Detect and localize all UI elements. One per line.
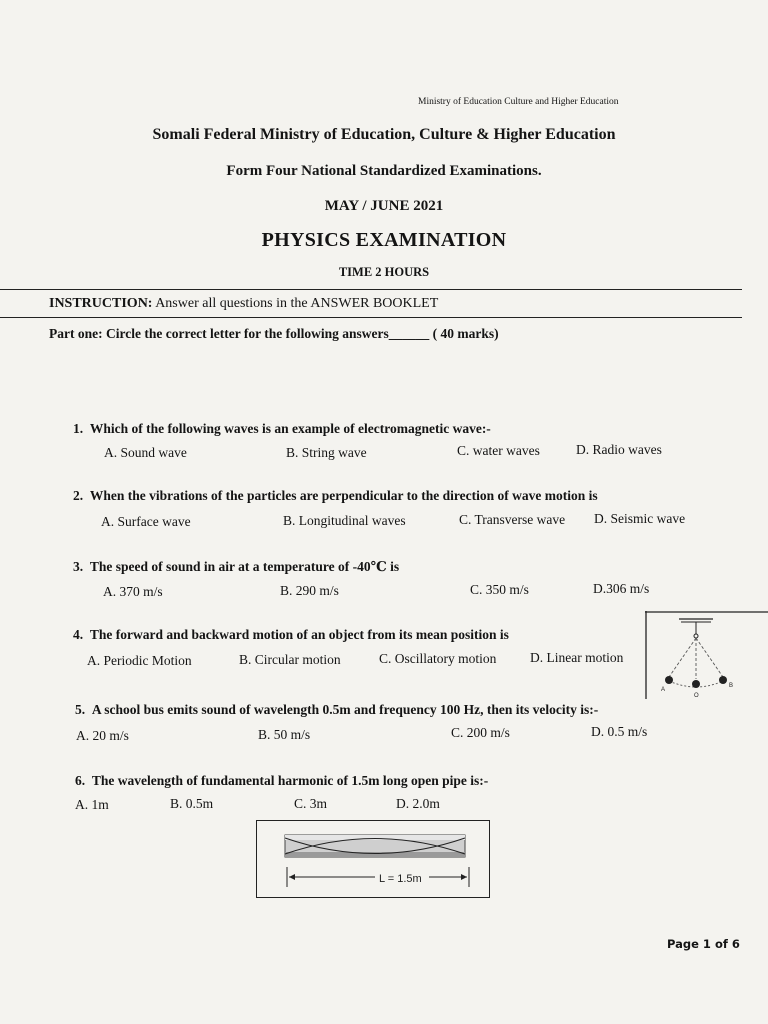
instruction [49,296,438,312]
q5-option-b[interactable]: B. 50 m/s [258,727,311,742]
question-text: When the vibrations of the particles are perpendicular to the direction of wave motion is [89,488,598,503]
q6-option-d[interactable]: D. 2.0m [396,796,440,811]
page-label: Page [667,937,703,951]
pendulum-label-o: O [694,693,699,699]
exam-name: Form Four National Standardized Examinations. [226,163,542,179]
q3-option-b[interactable]: B. 290 m/s [280,583,339,598]
question-text: A school bus emits sound of wavelength 0.5m and frequency 100 Hz, then its velocity is:- [91,702,599,717]
question-number: 3. [73,559,84,574]
question-6 [75,773,488,789]
pendulum-label-b: B [729,683,734,689]
q2-option-a[interactable]: A. Surface wave [101,514,191,529]
question-4 [73,627,509,643]
q4-option-b[interactable]: B. Circular motion [239,652,341,667]
question-text: The wavelength of fundamental harmonic of 1.5m long open pipe is:- [91,773,489,788]
question-number: 6. [75,773,86,788]
q1-option-b[interactable]: B. String wave [286,445,367,460]
open-pipe-figure [256,820,490,898]
question-5 [75,702,598,718]
q3-option-c[interactable]: C. 350 m/s [470,582,529,597]
exam-duration: TIME 2 HOURS [338,265,430,279]
question-number: 1. [73,421,84,436]
q6-option-b[interactable]: B. 0.5m [170,796,214,811]
pendulum-label-a: A [661,687,666,693]
q5-option-d[interactable]: D. 0.5 m/s [591,724,648,739]
q4-option-c[interactable]: C. Oscillatory motion [379,651,497,666]
page-total: 6 [731,937,740,951]
q1-option-a[interactable]: A. Sound wave [104,445,187,460]
question-text: Which of the following waves is an example of electromagnetic wave:- [89,421,491,436]
question-number: 5. [75,702,86,717]
pendulum-diagram [645,611,768,699]
instruction-label: INSTRUCTION: [49,296,153,311]
question-number: 4. [73,627,84,642]
q2-option-c[interactable]: C. Transverse wave [459,512,566,527]
ministry-title: Somali Federal Ministry of Education, Culture & Higher Education [152,126,616,143]
page-current: 1 [702,937,711,951]
q2-option-b[interactable]: B. Longitudinal waves [283,513,406,528]
divider-bottom [0,317,742,318]
question-text: The speed of sound in air at a temperature of -40℃ is [89,559,400,574]
ministry-small-header: Ministry of Education Culture and Higher Education [418,97,619,107]
exam-session: MAY / JUNE 2021 [324,198,444,214]
q4-option-a[interactable]: A. Periodic Motion [87,653,192,668]
q3-option-a[interactable]: A. 370 m/s [103,584,163,599]
question-number: 2. [73,488,84,503]
part-one-text: Part one: Circle the correct letter for the following answers______ [49,326,430,341]
q2-option-d[interactable]: D. Seismic wave [594,511,686,526]
question-2 [73,488,598,504]
q6-option-a[interactable]: A. 1m [75,797,109,812]
question-1 [73,421,491,437]
pipe-length-label: L = 1.5m [379,873,422,885]
question-3 [73,559,399,575]
question-text: The forward and backward motion of an object from its mean position is [89,627,509,642]
subject-title: PHYSICS EXAMINATION [261,229,507,251]
instruction-text: Answer all questions in the ANSWER BOOKLET [152,296,439,311]
q4-option-d[interactable]: D. Linear motion [530,650,624,665]
page-number [667,937,740,951]
part-one-marks: ( 40 marks) [432,326,499,341]
page-of: of [710,937,732,951]
q5-option-c[interactable]: C. 200 m/s [451,725,510,740]
q5-option-a[interactable]: A. 20 m/s [76,728,129,743]
part-one-heading [49,326,499,342]
pendulum-figure [645,611,768,699]
divider-top [0,289,742,290]
q3-option-d[interactable]: D.306 m/s [593,581,650,596]
q6-option-c[interactable]: C. 3m [294,796,328,811]
q1-option-c[interactable]: C. water waves [457,443,540,458]
q1-option-d[interactable]: D. Radio waves [576,442,662,457]
open-pipe-diagram [257,821,489,897]
